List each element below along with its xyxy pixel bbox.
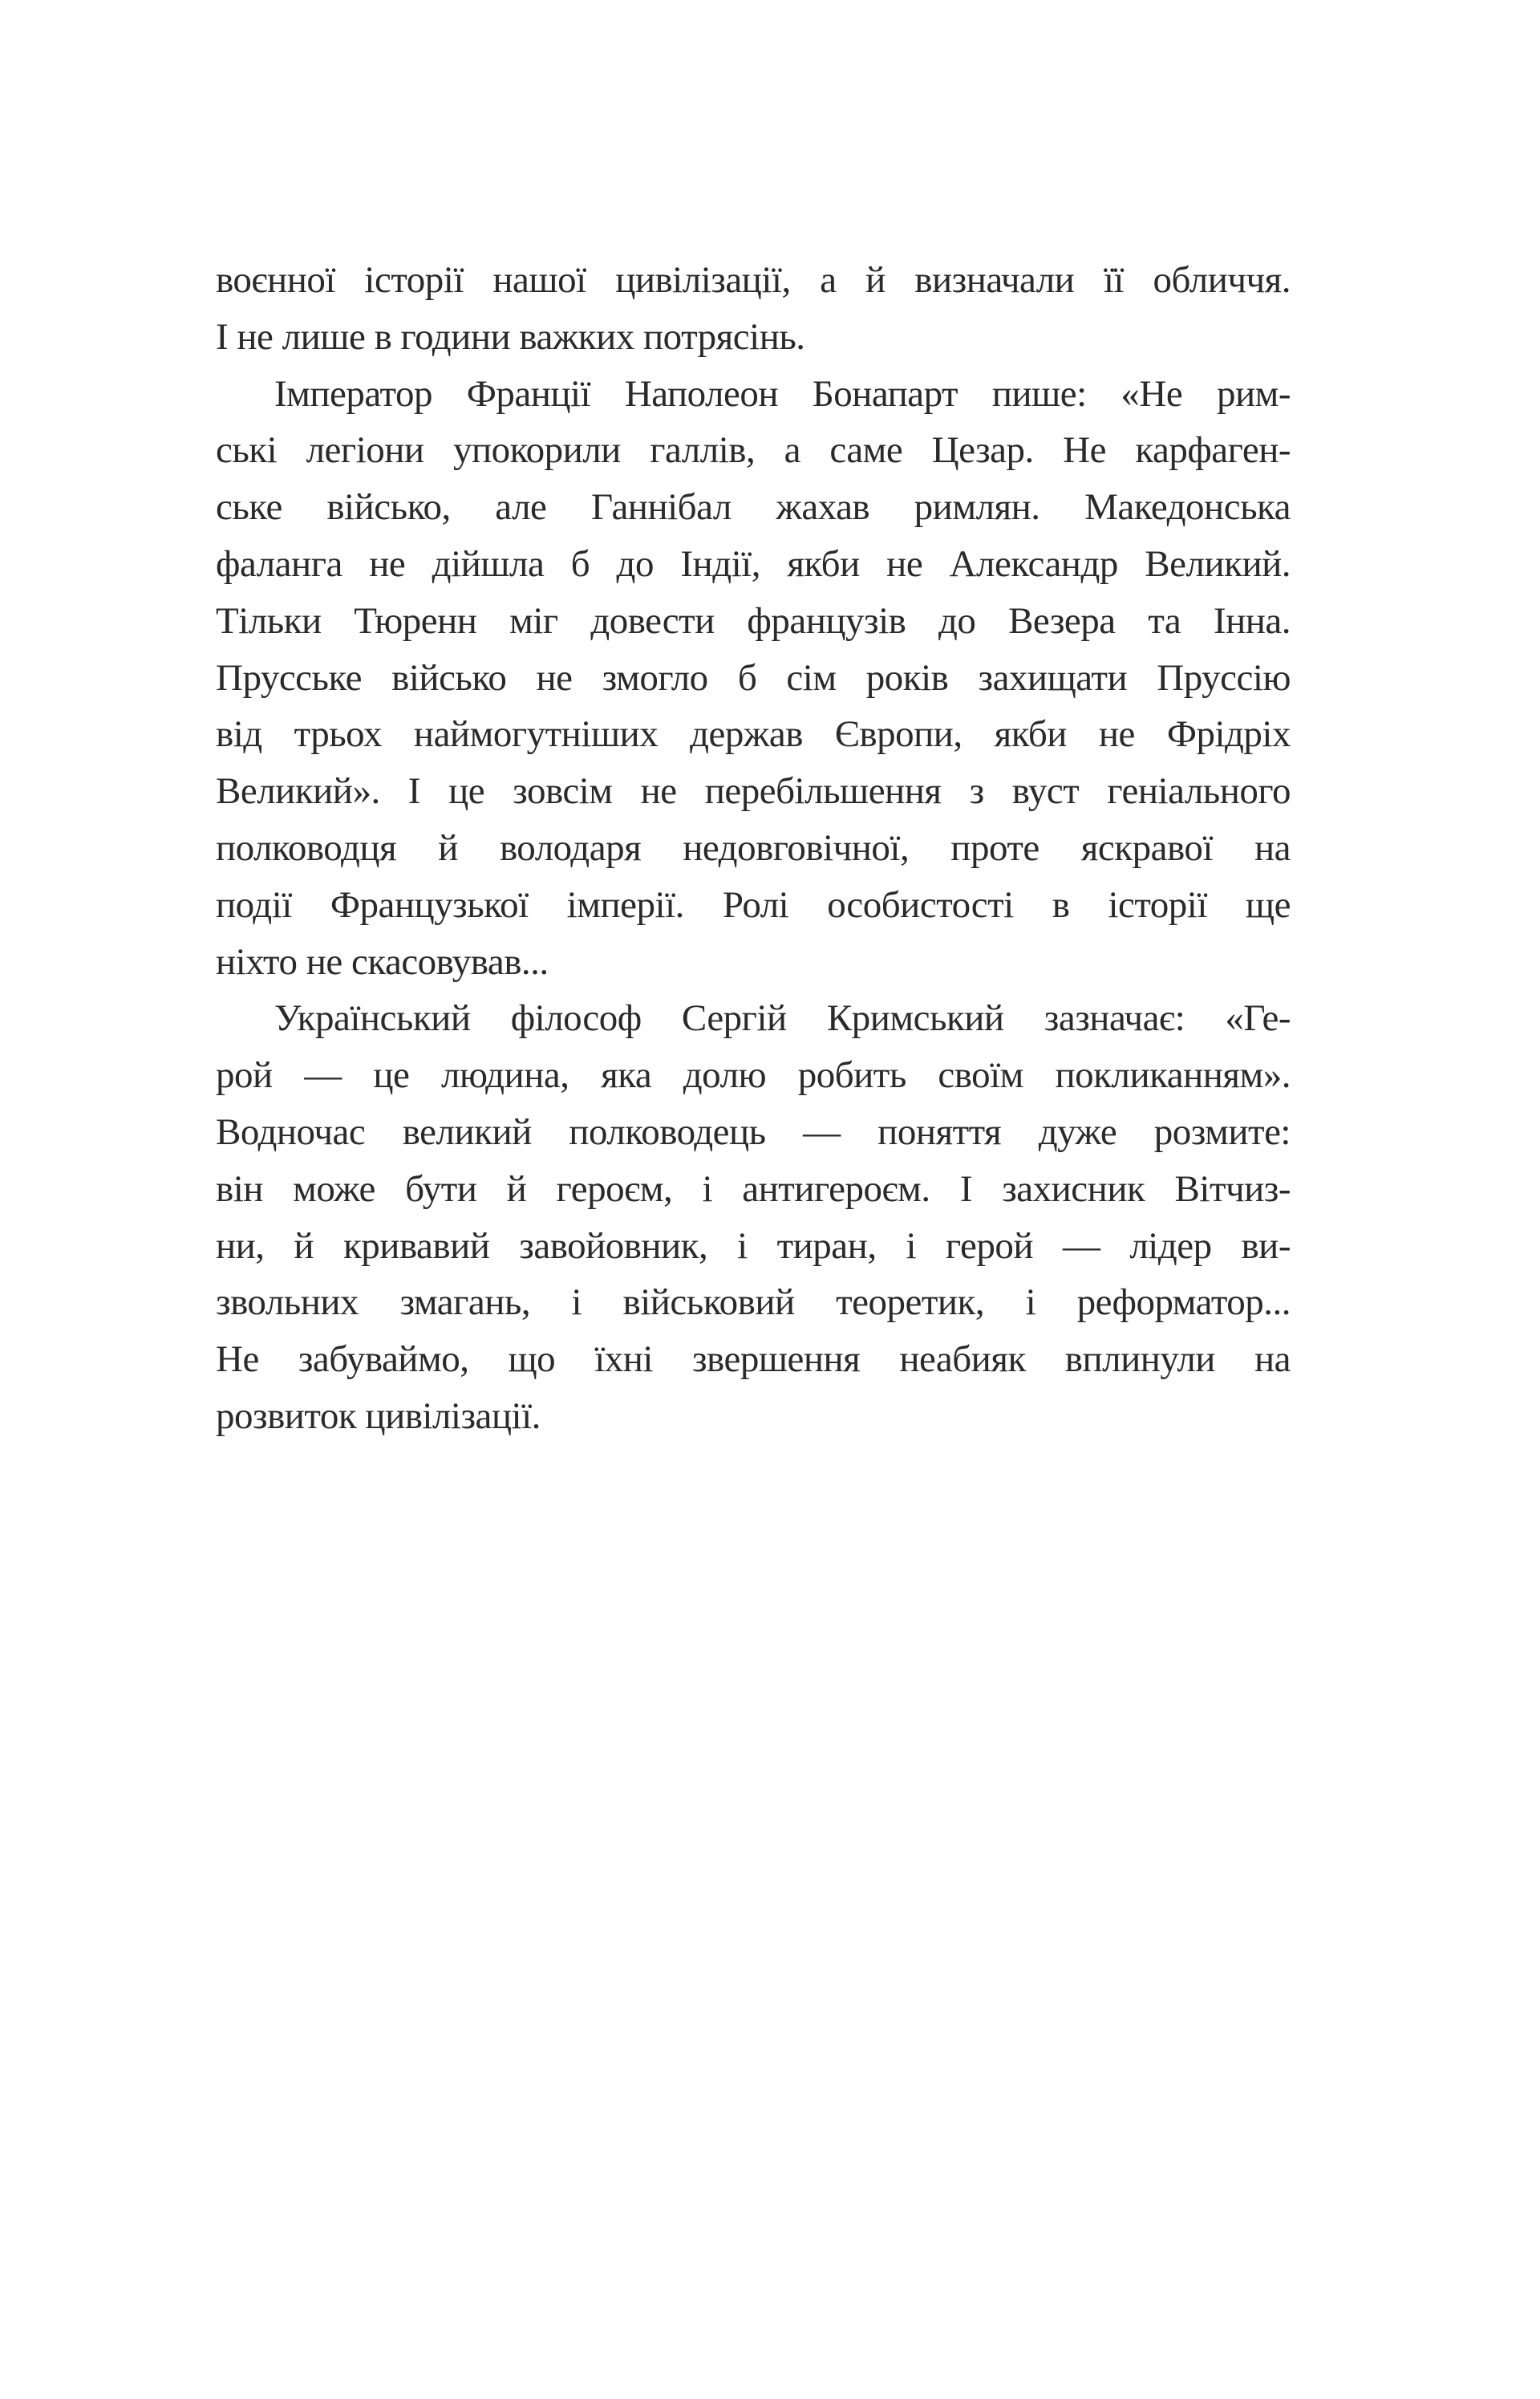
paragraph-2 (216, 366, 1291, 991)
text-line: ни, й кривавий завойовник, і тиран, і герой — лідер ви- (216, 1224, 1291, 1267)
text-line: І не лише в години важких потрясінь. (216, 315, 805, 358)
text-line: Імператор Франції Наполеон Бонапарт пише: «Не рим- (274, 372, 1291, 415)
text-line: воєнної історії нашої цивілізації, а й визначали її обличчя. (216, 259, 1291, 301)
text-line: полководця й володаря недовговічної, проте яскравої на (216, 826, 1291, 869)
text-line: Великий». І це зовсім не перебільшення з вуст геніального (216, 770, 1291, 813)
text-line: Український філософ Сергій Кримський зазначає: «Ге- (274, 997, 1291, 1040)
text-line: ніхто не скасовував... (216, 940, 549, 983)
text-line: рой — це людина, яка долю робить своїм покликанням». (216, 1054, 1291, 1097)
text-line: від трьох наймогутніших держав Європи, якби не Фрідріх (216, 713, 1291, 756)
paragraph-3 (216, 990, 1291, 1444)
text-line: звольних змагань, і військовий теоретик, і реформатор... (216, 1281, 1291, 1324)
text-line: ські легіони упокорили галлів, а саме Цезар. Не карфаген- (216, 429, 1291, 472)
paragraph-1 (216, 252, 1291, 366)
text-line: ське військо, але Ганнібал жахав римлян. Македонська (216, 486, 1291, 529)
text-line: він може бути й героєм, і антигероєм. І захисник Вітчиз- (216, 1167, 1291, 1210)
text-line: фаланга не дійшла б до Індії, якби не Александр Великий. (216, 542, 1291, 585)
text-line: Прусське військо не змогло б сім років захищати Пруссію (216, 656, 1291, 699)
text-line: Не забуваймо, що їхні звершення неабияк вплинули на (216, 1338, 1291, 1381)
text-line: події Французької імперії. Ролі особистості в історії ще (216, 883, 1291, 926)
book-page-text (216, 252, 1291, 1445)
text-line: Водночас великий полководець — поняття дуже розмите: (216, 1110, 1291, 1153)
text-line: розвиток цивілізації. (216, 1394, 541, 1437)
text-line: Тільки Тюренн міг довести французів до Везера та Інна. (216, 599, 1291, 642)
